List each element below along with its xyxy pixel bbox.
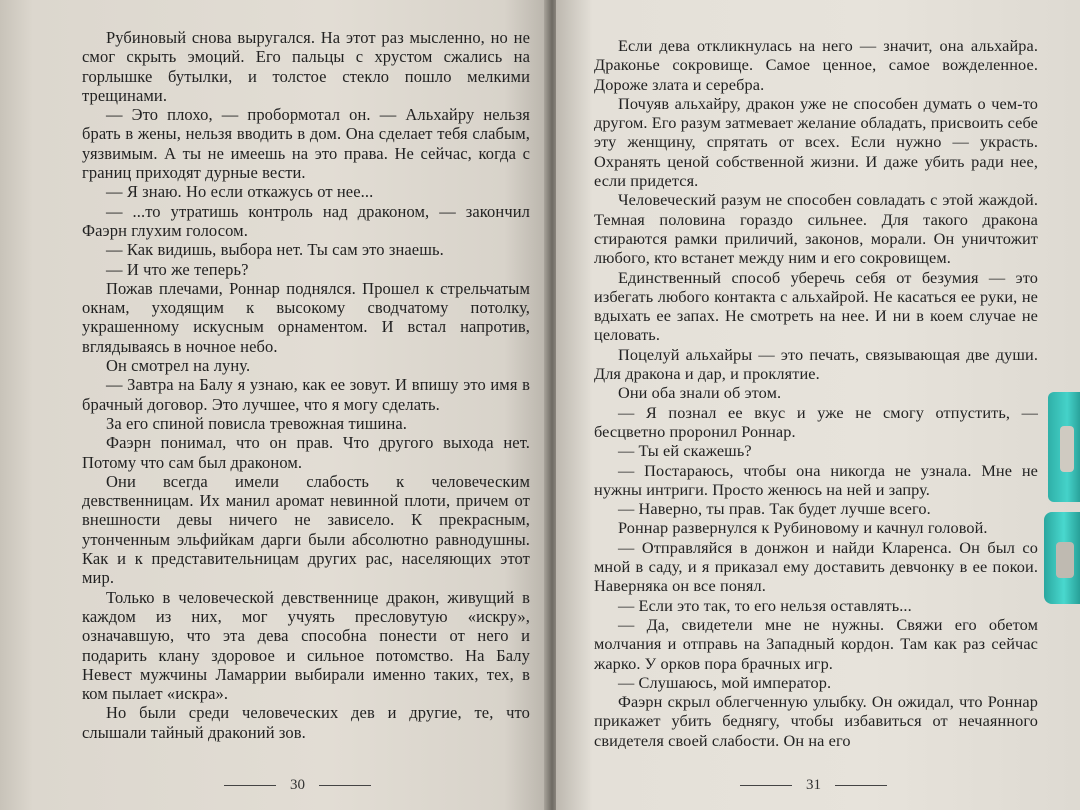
- paragraph: Человеческий разум не способен совладать с этой жаждой. Темная половина гораздо сильнее. Для такого дракона стираются рамки приличий, законов, морали. Он уничтожит любого, кто встанет между ним и его сокровищем.: [594, 190, 1038, 268]
- paragraph: — ...то утратишь контроль над драконом, — закончил Фаэрн глухим голосом.: [82, 201, 530, 240]
- page-number-left: [210, 777, 385, 794]
- left-page-text: [82, 28, 530, 742]
- paragraph: — Если это так, то его нельзя оставлять...: [618, 595, 912, 615]
- paragraph: Только в человеческой девственнице дракон, живущий в каждом из них, мог учуять пресловутую «искру», означавшую, что эта дева способна понести от него и подарить клану здоровое и сильное потомство. На Балу Невест мужчины Ламаррии выбирали именно таких, тех, в ком пылает «искра».: [82, 587, 530, 704]
- paragraph: Если дева откликнулась на него — значит, она альхайра. Драконье сокровище. Самое ценное, самое вожделенное. Дороже злата и серебра.: [594, 36, 1038, 94]
- page-number-text: 30: [290, 777, 305, 793]
- paragraph: Фаэрн понимал, что он прав. Что другого выхода нет. Потому что сам был драконом.: [82, 433, 530, 472]
- paragraph: Они оба знали об этом.: [618, 383, 782, 403]
- paragraph: — Я познал ее вкус и уже не смогу отпустить, — бесцветно проронил Роннар.: [594, 402, 1038, 441]
- paragraph: Почуяв альхайру, дракон уже не способен думать о чем-то другом. Его разум затмевает желание обладать, присвоить себе эту женщину, спрятать от всех. Если нужно — украсть. Охранять ценой собственной жизни. И даже убить ради нее, если придется.: [594, 93, 1038, 191]
- page-number-text: 31: [806, 777, 821, 793]
- paragraph: — Наверно, ты прав. Так будет лучше всего.: [618, 499, 931, 519]
- paragraph: — Я знаю. Но если откажусь от нее...: [106, 182, 374, 202]
- page-number-right: [726, 777, 901, 794]
- paragraph: Рубиновый снова выругался. На этот раз мысленно, но не смог скрыть эмоций. Его пальцы с хрустом сжались на горлышке бутылки, и толстое стекло пошло мелкими трещинами.: [82, 28, 530, 105]
- paragraph: Они всегда имели слабость к человеческим девственницам. Их манил аромат невинной плоти, причем от внешности девы ничего не зависело. К прекрасным, утонченным эльфийкам дарги были абсолютно равнодушны. Как и к представительницам других рас, населяющих этот мир.: [82, 471, 530, 588]
- page-number-rule: [835, 785, 887, 786]
- page-number-rule: [224, 785, 276, 786]
- paragraph: Фаэрн скрыл облегченную улыбку. Он ожидал, что Роннар прикажет убить беднягу, чтобы избавиться от нечаянного свидетеля своей слабости. Он на его: [594, 692, 1038, 750]
- page-number-rule: [740, 785, 792, 786]
- paragraph: Пожав плечами, Роннар поднялся. Прошел к стрельчатым окнам, уходящим к высокому сводчатому потолку, украшенному искусным орнаментом. И встал напротив, вглядываясь в ночное небо.: [82, 278, 530, 356]
- paragraph: — Ты ей скажешь?: [618, 441, 752, 461]
- paragraph: — Да, свидетели мне не нужны. Свяжи его обетом молчания и отправь на Западный кордон. Там как раз сейчас жарко. У орков пора брачных игр.: [594, 614, 1038, 673]
- paragraph: Поцелуй альхайры — это печать, связывающая две души. Для дракона и дар, и проклятие.: [594, 344, 1038, 384]
- paragraph: Роннар развернулся к Рубиновому и качнул головой.: [618, 518, 988, 538]
- paragraph: Он смотрел на луну.: [106, 356, 251, 376]
- paragraph: — Это плохо, — пробормотал он. — Альхайру нельзя брать в жены, нельзя вводить в дом. Она сделает тебя слабым, уязвимым. А ты не имеешь на это права. Не сейчас, когда с границ приходят дурные вести.: [82, 105, 530, 183]
- paragraph: — Отправляйся в донжон и найди Кларенса. Он был со мной в саду, и я приказал ему доставить девчонку в ее покои. Наверняка он все понял.: [594, 537, 1038, 596]
- paragraph: За его спиной повисла тревожная тишина.: [106, 413, 408, 433]
- paragraph: Единственный способ уберечь себя от безумия — это избегать любого контакта с альхайрой. Не касаться ее руки, не вдыхать ее запах. Не смотреть на нее. И ни в коем случае не целовать.: [594, 267, 1038, 345]
- paragraph: — Завтра на Балу я узнаю, как ее зовут. И впишу это имя в брачный договор. Это лучшее, что я могу сделать.: [82, 375, 530, 414]
- bookmark-clip-slot: [1060, 426, 1074, 472]
- paragraph: — Слушаюсь, мой император.: [618, 672, 832, 692]
- page-number-rule: [319, 785, 371, 786]
- paragraph: Но были среди человеческих дев и другие, те, что слышали тайный драконий зов.: [82, 703, 530, 742]
- bookmark-clip: [1040, 392, 1080, 604]
- paragraph: — И что же теперь?: [106, 259, 249, 279]
- paragraph: — Как видишь, выбора нет. Ты сам это знаешь.: [106, 240, 444, 260]
- right-page-text: [594, 36, 1038, 750]
- paragraph: — Постараюсь, чтобы она никогда не узнала. Мне не нужны интриги. Просто женюсь на ней и запру.: [594, 460, 1038, 499]
- right-page: [556, 0, 1080, 810]
- bookmark-clip-slot: [1056, 542, 1074, 578]
